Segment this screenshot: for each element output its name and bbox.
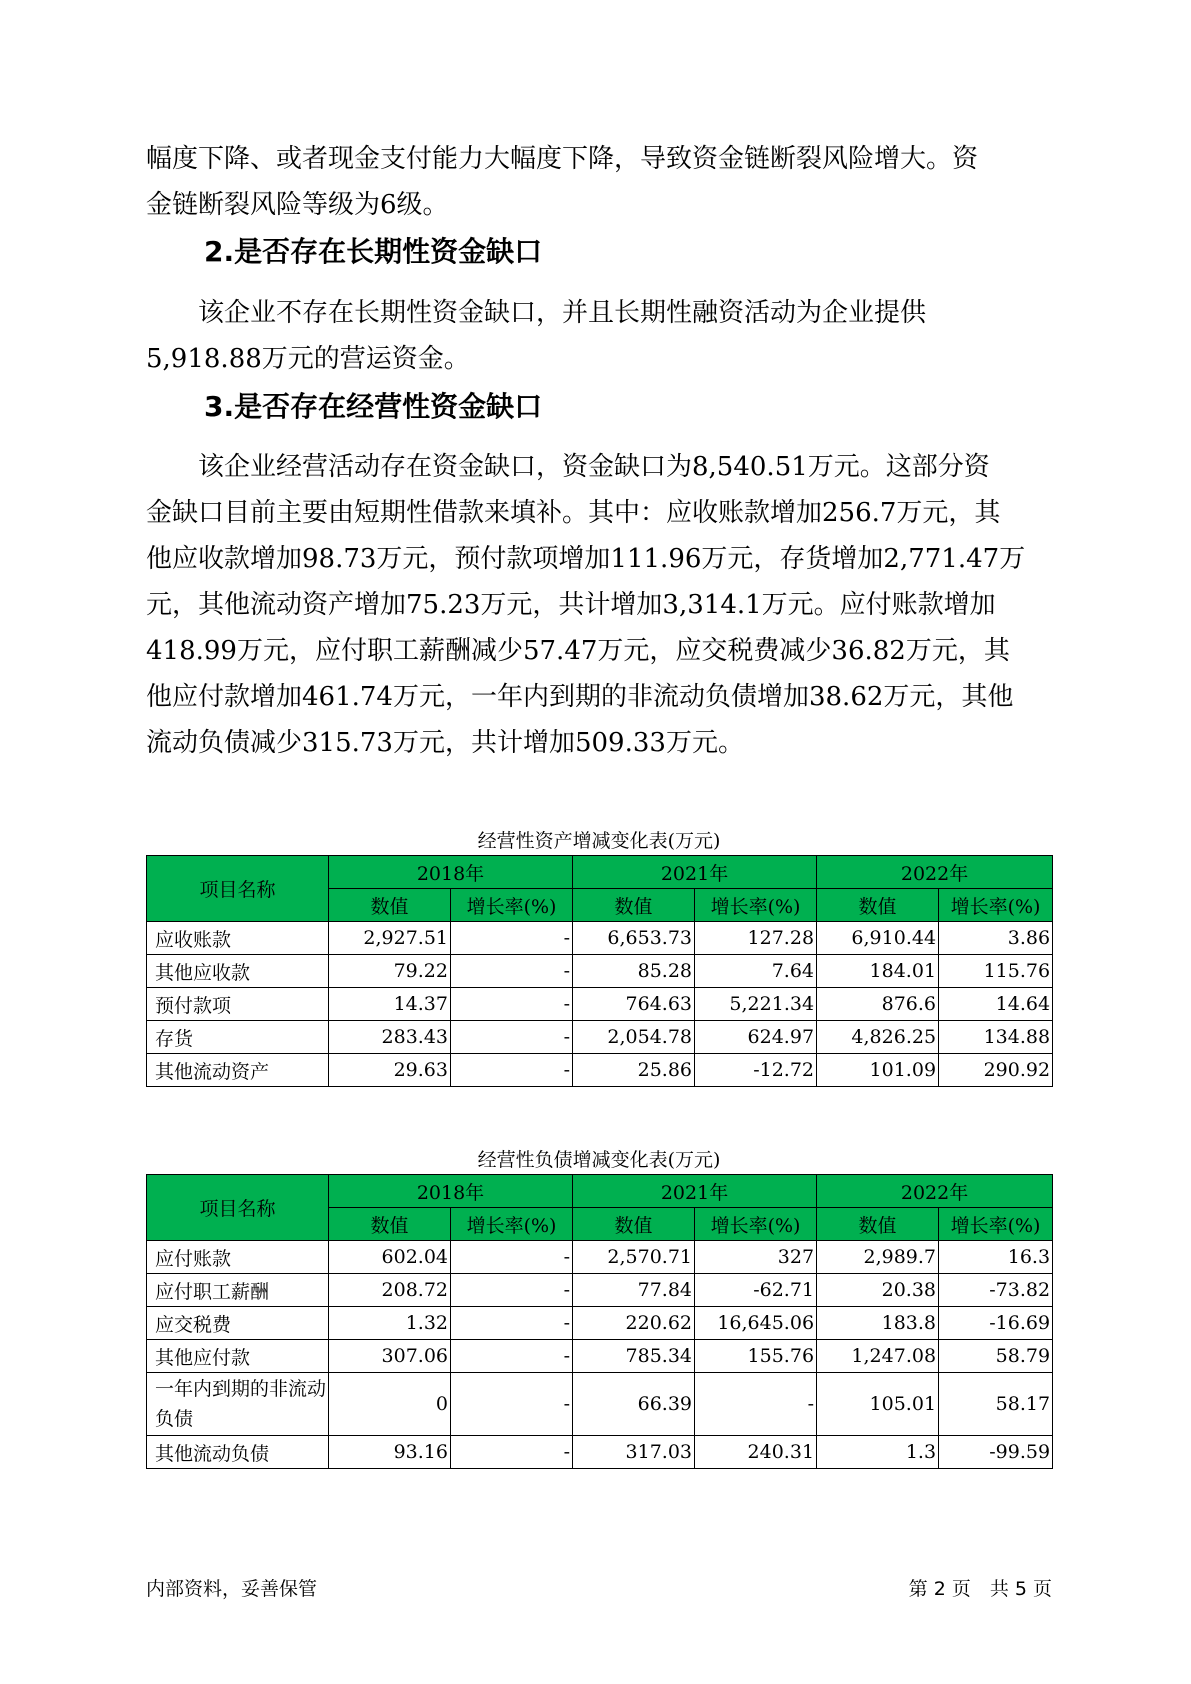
- cell: -: [451, 1274, 573, 1307]
- cell: 58.17: [939, 1373, 1053, 1436]
- header-year: 2022年: [817, 856, 1053, 889]
- row-name: 其他流动资产: [147, 1054, 329, 1087]
- row-name: 应交税费: [147, 1307, 329, 1340]
- header-value: 数值: [573, 1208, 695, 1241]
- cell: 876.6: [817, 988, 939, 1021]
- header-growth: 增长率(%): [451, 1208, 573, 1241]
- cell: -: [451, 922, 573, 955]
- cell: 283.43: [329, 1021, 451, 1054]
- cell: 127.28: [695, 922, 817, 955]
- table-row: [147, 1307, 1053, 1340]
- paragraph-line: 该企业不存在长期性资金缺口，并且长期性融资活动为企业提供: [146, 298, 927, 328]
- cell: 1.32: [329, 1307, 451, 1340]
- footer-page-number: 第 2 页 共 5 页: [908, 1578, 1052, 1600]
- cell: 85.28: [573, 955, 695, 988]
- cell: 155.76: [695, 1340, 817, 1373]
- cell: -: [451, 1436, 573, 1469]
- paragraph-long-term-gap: [146, 290, 1046, 382]
- table-row: [147, 1054, 1053, 1087]
- cell: 183.8: [817, 1307, 939, 1340]
- paragraph-line: 元，其他流动资产增加75.23万元，共计增加3,314.1万元。应付账款增加: [146, 590, 996, 620]
- paragraph-line: 他应收款增加98.73万元，预付款项增加111.96万元，存货增加2,771.47万: [146, 544, 1026, 574]
- cell: 764.63: [573, 988, 695, 1021]
- header-value: 数值: [573, 889, 695, 922]
- table-header-row: [147, 856, 1053, 889]
- liability-table: [146, 1174, 1053, 1469]
- footer-confidential-note: 内部资料，妥善保管: [146, 1578, 318, 1600]
- table-row: [147, 922, 1053, 955]
- row-name: 其他流动负债: [147, 1436, 329, 1469]
- cell: 2,054.78: [573, 1021, 695, 1054]
- table-row: [147, 988, 1053, 1021]
- cell: 105.01: [817, 1373, 939, 1436]
- header-year: 2018年: [329, 1175, 573, 1208]
- paragraph-line: 幅度下降、或者现金支付能力大幅度下降，导致资金链断裂风险增大。资: [146, 144, 979, 174]
- cell: 2,989.7: [817, 1241, 939, 1274]
- table-row: [147, 1340, 1053, 1373]
- cell: 2,927.51: [329, 922, 451, 955]
- header-year: 2021年: [573, 856, 817, 889]
- cell: 5,221.34: [695, 988, 817, 1021]
- cell: -: [451, 1373, 573, 1436]
- cell: 6,653.73: [573, 922, 695, 955]
- row-name: 应付账款: [147, 1241, 329, 1274]
- cell: 290.92: [939, 1054, 1053, 1087]
- table-row: [147, 1373, 1053, 1436]
- cell: 93.16: [329, 1436, 451, 1469]
- header-value: 数值: [329, 889, 451, 922]
- row-name: 存货: [147, 1021, 329, 1054]
- cell: -: [695, 1373, 817, 1436]
- cell: 101.09: [817, 1054, 939, 1087]
- cell: 2,570.71: [573, 1241, 695, 1274]
- cell: 307.06: [329, 1340, 451, 1373]
- row-name: 其他应付款: [147, 1340, 329, 1373]
- cell: 0: [329, 1373, 451, 1436]
- cell: 16.3: [939, 1241, 1053, 1274]
- cell: 134.88: [939, 1021, 1053, 1054]
- table-row: [147, 1274, 1053, 1307]
- cell: 77.84: [573, 1274, 695, 1307]
- cell: 58.79: [939, 1340, 1053, 1373]
- asset-table: [146, 855, 1053, 1087]
- cell: 220.62: [573, 1307, 695, 1340]
- cell: 79.22: [329, 955, 451, 988]
- paragraph-line: 该企业经营活动存在资金缺口，资金缺口为8,540.51万元。这部分资: [146, 452, 990, 482]
- cell: -: [451, 1054, 573, 1087]
- header-growth: 增长率(%): [695, 889, 817, 922]
- row-name: 应付职工薪酬: [147, 1274, 329, 1307]
- cell: 66.39: [573, 1373, 695, 1436]
- cell: 785.34: [573, 1340, 695, 1373]
- cell: 25.86: [573, 1054, 695, 1087]
- table-row: [147, 1436, 1053, 1469]
- cell: 6,910.44: [817, 922, 939, 955]
- paragraph-line: 418.99万元，应付职工薪酬减少57.47万元，应交税费减少36.82万元，其: [146, 636, 1010, 666]
- cell: -: [451, 955, 573, 988]
- cell: -99.59: [939, 1436, 1053, 1469]
- cell: 16,645.06: [695, 1307, 817, 1340]
- cell: -: [451, 1340, 573, 1373]
- cell: -: [451, 1021, 573, 1054]
- cell: 14.37: [329, 988, 451, 1021]
- paragraph-line: 他应付款增加461.74万元，一年内到期的非流动负债增加38.62万元，其他: [146, 682, 1014, 712]
- paragraph-risk-level: [146, 136, 1046, 228]
- row-name: 一年内到期的非流动负债: [147, 1373, 329, 1436]
- cell: 1,247.08: [817, 1340, 939, 1373]
- cell: 3.86: [939, 922, 1053, 955]
- paragraph-line: 金缺口目前主要由短期性借款来填补。其中：应收账款增加256.7万元，其: [146, 498, 1001, 528]
- table-row: [147, 955, 1053, 988]
- cell: 20.38: [817, 1274, 939, 1307]
- cell: 208.72: [329, 1274, 451, 1307]
- cell: 115.76: [939, 955, 1053, 988]
- cell: 29.63: [329, 1054, 451, 1087]
- cell: 624.97: [695, 1021, 817, 1054]
- cell: 7.64: [695, 955, 817, 988]
- cell: 240.31: [695, 1436, 817, 1469]
- section-heading-operating-gap: 3.是否存在经营性资金缺口: [204, 390, 543, 423]
- header-growth: 增长率(%): [939, 1208, 1053, 1241]
- table-header-row: [147, 1175, 1053, 1208]
- cell: 14.64: [939, 988, 1053, 1021]
- paragraph-line: 5,918.88万元的营运资金。: [146, 344, 470, 374]
- cell: 602.04: [329, 1241, 451, 1274]
- table-row: [147, 1241, 1053, 1274]
- cell: -62.71: [695, 1274, 817, 1307]
- header-growth: 增长率(%): [939, 889, 1053, 922]
- cell: 4,826.25: [817, 1021, 939, 1054]
- header-item-name: 项目名称: [147, 1175, 329, 1241]
- cell: 327: [695, 1241, 817, 1274]
- cell: -: [451, 1307, 573, 1340]
- header-growth: 增长率(%): [451, 889, 573, 922]
- cell: 184.01: [817, 955, 939, 988]
- header-item-name: 项目名称: [147, 856, 329, 922]
- liability-table-caption: 经营性负债增减变化表(万元): [477, 1149, 721, 1171]
- cell: -12.72: [695, 1054, 817, 1087]
- header-year: 2022年: [817, 1175, 1053, 1208]
- cell: -: [451, 988, 573, 1021]
- header-growth: 增长率(%): [695, 1208, 817, 1241]
- paragraph-operating-gap: [146, 444, 1046, 766]
- table-row: [147, 1021, 1053, 1054]
- asset-table-caption: 经营性资产增减变化表(万元): [477, 830, 721, 852]
- cell: -73.82: [939, 1274, 1053, 1307]
- header-value: 数值: [817, 889, 939, 922]
- row-name: 其他应收款: [147, 955, 329, 988]
- paragraph-line: 金链断裂风险等级为6级。: [146, 190, 449, 220]
- section-heading-long-term-gap: 2.是否存在长期性资金缺口: [204, 235, 543, 268]
- row-name: 预付款项: [147, 988, 329, 1021]
- header-year: 2018年: [329, 856, 573, 889]
- cell: -16.69: [939, 1307, 1053, 1340]
- header-value: 数值: [817, 1208, 939, 1241]
- header-value: 数值: [329, 1208, 451, 1241]
- cell: 317.03: [573, 1436, 695, 1469]
- row-name: 应收账款: [147, 922, 329, 955]
- paragraph-line: 流动负债减少315.73万元，共计增加509.33万元。: [146, 728, 744, 758]
- cell: -: [451, 1241, 573, 1274]
- cell: 1.3: [817, 1436, 939, 1469]
- header-year: 2021年: [573, 1175, 817, 1208]
